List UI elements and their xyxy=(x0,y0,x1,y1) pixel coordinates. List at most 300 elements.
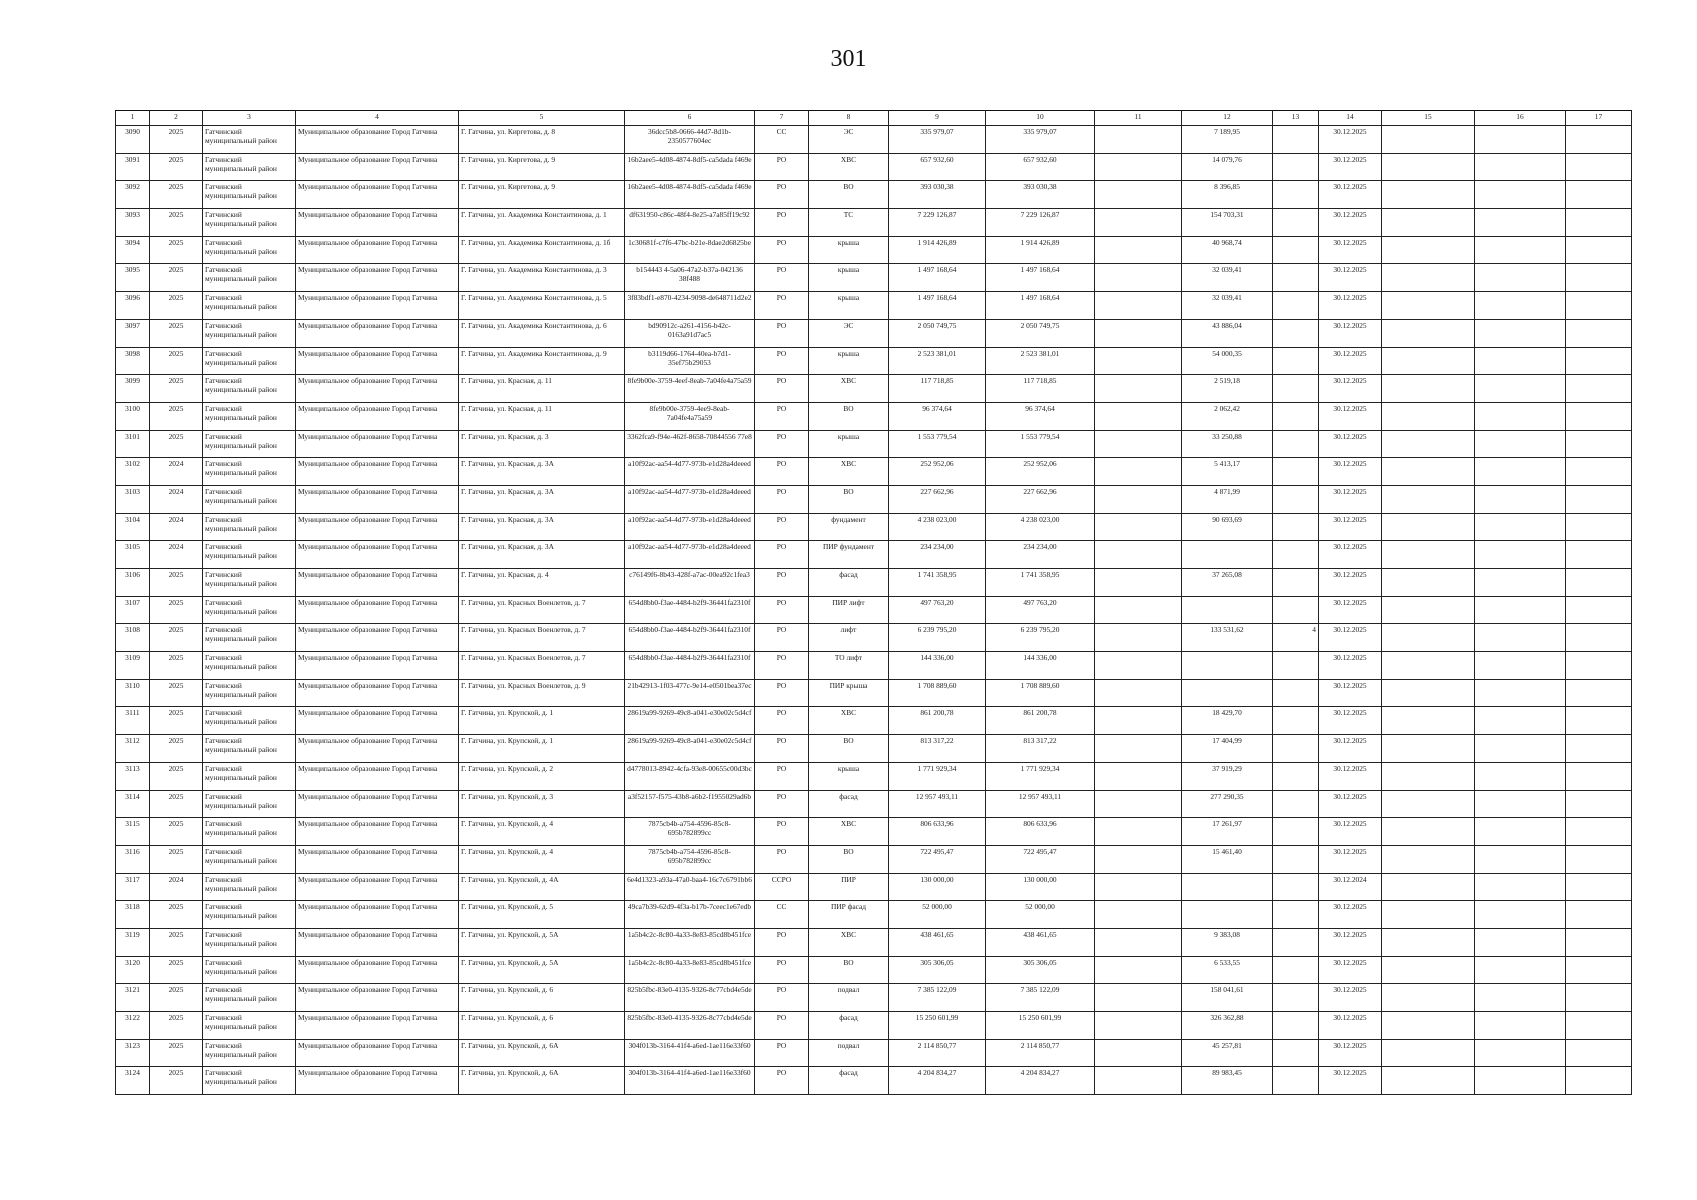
district-cell: Гатчинский муниципальный район xyxy=(203,1012,296,1040)
col17-cell xyxy=(1566,928,1632,956)
row-number: 3099 xyxy=(116,375,150,403)
municipality-cell: Муниципальное образование Город Гатчина xyxy=(296,901,459,929)
col17-cell xyxy=(1566,513,1632,541)
total-cost-cell: 7 229 126,87 xyxy=(889,209,986,237)
year-cell: 2025 xyxy=(150,347,203,375)
table-row xyxy=(116,984,1632,1012)
district-cell: Гатчинский муниципальный район xyxy=(203,873,296,901)
fund-form-cell: РО xyxy=(755,790,809,818)
row-number: 3122 xyxy=(116,1012,150,1040)
deadline-cell: 30.12.2025 xyxy=(1319,402,1382,430)
house-guid-cell: 6e4d1323-a93a-47a0-baa4-16c7c6791bb6 xyxy=(625,873,755,901)
col11-cell xyxy=(1095,735,1182,763)
col11-cell xyxy=(1095,652,1182,680)
municipality-cell: Муниципальное образование Город Гатчина xyxy=(296,569,459,597)
col16-cell xyxy=(1475,375,1566,403)
col13-cell xyxy=(1273,596,1319,624)
col15-cell xyxy=(1382,956,1475,984)
col13-cell xyxy=(1273,375,1319,403)
col17-cell xyxy=(1566,624,1632,652)
table-row xyxy=(116,541,1632,569)
col12-cell: 2 519,18 xyxy=(1182,375,1273,403)
row-number: 3093 xyxy=(116,209,150,237)
district-cell: Гатчинский муниципальный район xyxy=(203,956,296,984)
work-type-cell: ВО xyxy=(809,956,889,984)
table-row xyxy=(116,485,1632,513)
fund-form-cell: РО xyxy=(755,153,809,181)
col12-cell: 89 983,45 xyxy=(1182,1067,1273,1095)
total-cost-cell: 335 979,07 xyxy=(889,126,986,154)
district-cell: Гатчинский муниципальный район xyxy=(203,984,296,1012)
house-guid-cell: 28619a99-9269-49c8-a041-e30e02c5d4cf xyxy=(625,735,755,763)
col15-cell xyxy=(1382,181,1475,209)
municipality-cell: Муниципальное образование Город Гатчина xyxy=(296,984,459,1012)
row-number: 3091 xyxy=(116,153,150,181)
col12-cell: 6 533,55 xyxy=(1182,956,1273,984)
district-cell: Гатчинский муниципальный район xyxy=(203,707,296,735)
house-guid-cell: 7875cb4b-a754-4596-85c8-695b782899cc xyxy=(625,845,755,873)
fund-form-cell: РО xyxy=(755,624,809,652)
col13-cell xyxy=(1273,818,1319,846)
deadline-cell: 30.12.2025 xyxy=(1319,1012,1382,1040)
deadline-cell: 30.12.2025 xyxy=(1319,569,1382,597)
district-cell: Гатчинский муниципальный район xyxy=(203,928,296,956)
column-header-15: 15 xyxy=(1382,111,1475,126)
work-type-cell: ЭС xyxy=(809,126,889,154)
year-cell: 2025 xyxy=(150,126,203,154)
col11-cell xyxy=(1095,292,1182,320)
deadline-cell: 30.12.2025 xyxy=(1319,485,1382,513)
fund-form-cell: РО xyxy=(755,818,809,846)
address-cell: Г. Гатчина, ул. Крупской, д. 6 xyxy=(459,984,625,1012)
work-type-cell: ХВС xyxy=(809,458,889,486)
year-cell: 2025 xyxy=(150,430,203,458)
house-guid-cell: 825b5fbc-83e0-4135-9326-8c77cbd4e5de xyxy=(625,1012,755,1040)
row-number: 3105 xyxy=(116,541,150,569)
col13-cell xyxy=(1273,928,1319,956)
row-number: 3097 xyxy=(116,319,150,347)
col13-cell xyxy=(1273,458,1319,486)
work-type-cell: крыша xyxy=(809,430,889,458)
district-cell: Гатчинский муниципальный район xyxy=(203,624,296,652)
col15-cell xyxy=(1382,347,1475,375)
deadline-cell: 30.12.2025 xyxy=(1319,984,1382,1012)
fund-form-cell: РО xyxy=(755,541,809,569)
col17-cell xyxy=(1566,984,1632,1012)
col13-cell xyxy=(1273,181,1319,209)
house-guid-cell: 1a5b4c2c-8c80-4a33-8e83-85cd8b451fce xyxy=(625,956,755,984)
district-cell: Гатчинский муниципальный район xyxy=(203,1067,296,1095)
column-header-14: 14 xyxy=(1319,111,1382,126)
municipality-cell: Муниципальное образование Город Гатчина xyxy=(296,513,459,541)
col11-cell xyxy=(1095,984,1182,1012)
col16-cell xyxy=(1475,485,1566,513)
col11-cell xyxy=(1095,126,1182,154)
work-type-cell: ХВС xyxy=(809,928,889,956)
fund-form-cell: РО xyxy=(755,596,809,624)
cost-cell: 1 771 929,34 xyxy=(986,762,1095,790)
year-cell: 2025 xyxy=(150,596,203,624)
col12-cell: 18 429,70 xyxy=(1182,707,1273,735)
total-cost-cell: 497 763,20 xyxy=(889,596,986,624)
table-row xyxy=(116,153,1632,181)
col16-cell xyxy=(1475,181,1566,209)
col12-cell: 133 531,62 xyxy=(1182,624,1273,652)
col17-cell xyxy=(1566,845,1632,873)
col17-cell xyxy=(1566,347,1632,375)
col16-cell xyxy=(1475,126,1566,154)
col11-cell xyxy=(1095,402,1182,430)
cost-cell: 806 633,96 xyxy=(986,818,1095,846)
cost-cell: 52 000,00 xyxy=(986,901,1095,929)
col11-cell xyxy=(1095,707,1182,735)
deadline-cell: 30.12.2025 xyxy=(1319,209,1382,237)
year-cell: 2025 xyxy=(150,901,203,929)
col15-cell xyxy=(1382,319,1475,347)
col11-cell xyxy=(1095,319,1182,347)
col17-cell xyxy=(1566,762,1632,790)
year-cell: 2025 xyxy=(150,956,203,984)
work-type-cell: ЭС xyxy=(809,319,889,347)
district-cell: Гатчинский муниципальный район xyxy=(203,347,296,375)
fund-form-cell: РО xyxy=(755,236,809,264)
municipality-cell: Муниципальное образование Город Гатчина xyxy=(296,458,459,486)
column-header-4: 4 xyxy=(296,111,459,126)
col17-cell xyxy=(1566,652,1632,680)
col15-cell xyxy=(1382,264,1475,292)
district-cell: Гатчинский муниципальный район xyxy=(203,901,296,929)
house-guid-cell: 8fe9b00e-3759-4eef-8eab-7a04fe4a75a59 xyxy=(625,375,755,403)
work-type-cell: крыша xyxy=(809,264,889,292)
col15-cell xyxy=(1382,624,1475,652)
address-cell: Г. Гатчина, ул. Академика Константинова, д. 3 xyxy=(459,264,625,292)
work-type-cell: ПИР фундамент xyxy=(809,541,889,569)
col16-cell xyxy=(1475,1067,1566,1095)
col15-cell xyxy=(1382,513,1475,541)
address-cell: Г. Гатчина, ул. Академика Константинова, д. 9 xyxy=(459,347,625,375)
cost-cell: 2 523 381,01 xyxy=(986,347,1095,375)
col12-cell xyxy=(1182,873,1273,901)
col17-cell xyxy=(1566,735,1632,763)
total-cost-cell: 722 495,47 xyxy=(889,845,986,873)
col16-cell xyxy=(1475,818,1566,846)
fund-form-cell: РО xyxy=(755,319,809,347)
col13-cell xyxy=(1273,347,1319,375)
table-row xyxy=(116,347,1632,375)
col13-cell xyxy=(1273,513,1319,541)
year-cell: 2024 xyxy=(150,458,203,486)
col13-cell xyxy=(1273,264,1319,292)
col15-cell xyxy=(1382,735,1475,763)
cost-cell: 722 495,47 xyxy=(986,845,1095,873)
district-cell: Гатчинский муниципальный район xyxy=(203,818,296,846)
col15-cell xyxy=(1382,873,1475,901)
deadline-cell: 30.12.2025 xyxy=(1319,735,1382,763)
row-number: 3109 xyxy=(116,652,150,680)
address-cell: Г. Гатчина, ул. Красная, д. 3А xyxy=(459,458,625,486)
district-cell: Гатчинский муниципальный район xyxy=(203,845,296,873)
fund-form-cell: РО xyxy=(755,928,809,956)
municipality-cell: Муниципальное образование Город Гатчина xyxy=(296,596,459,624)
year-cell: 2025 xyxy=(150,679,203,707)
municipality-cell: Муниципальное образование Город Гатчина xyxy=(296,541,459,569)
col17-cell xyxy=(1566,319,1632,347)
address-cell: Г. Гатчина, ул. Академика Константинова, д. 5 xyxy=(459,292,625,320)
col13-cell xyxy=(1273,873,1319,901)
col12-cell: 43 886,04 xyxy=(1182,319,1273,347)
house-guid-cell: 3362fca9-f94e-462f-8658-70844556 77e8 xyxy=(625,430,755,458)
col11-cell xyxy=(1095,873,1182,901)
total-cost-cell: 234 234,00 xyxy=(889,541,986,569)
address-cell: Г. Гатчина, ул. Крупской, д. 1 xyxy=(459,707,625,735)
col17-cell xyxy=(1566,707,1632,735)
col13-cell xyxy=(1273,762,1319,790)
col13-cell xyxy=(1273,236,1319,264)
col15-cell xyxy=(1382,679,1475,707)
column-header-10: 10 xyxy=(986,111,1095,126)
col13-cell xyxy=(1273,209,1319,237)
work-type-cell: крыша xyxy=(809,292,889,320)
col11-cell xyxy=(1095,818,1182,846)
house-guid-cell: 3f83bdf1-e870-4234-9098-de648711d2e2 xyxy=(625,292,755,320)
address-cell: Г. Гатчина, ул. Академика Константинова, д. 1 xyxy=(459,209,625,237)
municipality-cell: Муниципальное образование Город Гатчина xyxy=(296,735,459,763)
house-guid-cell: 49ca7b39-62d9-4f3a-b17b-7ceec1e67edb xyxy=(625,901,755,929)
fund-form-cell: РО xyxy=(755,181,809,209)
cost-cell: 393 030,38 xyxy=(986,181,1095,209)
fund-form-cell: РО xyxy=(755,1012,809,1040)
address-cell: Г. Гатчина, ул. Крупской, д. 5 xyxy=(459,901,625,929)
fund-form-cell: РО xyxy=(755,375,809,403)
table-row xyxy=(116,126,1632,154)
deadline-cell: 30.12.2025 xyxy=(1319,845,1382,873)
col12-cell: 277 290,35 xyxy=(1182,790,1273,818)
fund-form-cell: РО xyxy=(755,956,809,984)
fund-form-cell: РО xyxy=(755,679,809,707)
cost-cell: 7 229 126,87 xyxy=(986,209,1095,237)
year-cell: 2025 xyxy=(150,569,203,597)
col15-cell xyxy=(1382,928,1475,956)
year-cell: 2025 xyxy=(150,264,203,292)
address-cell: Г. Гатчина, ул. Крупской, д. 6А xyxy=(459,1039,625,1067)
col15-cell xyxy=(1382,569,1475,597)
column-header-3: 3 xyxy=(203,111,296,126)
cost-cell: 1 708 889,60 xyxy=(986,679,1095,707)
cost-cell: 1 497 168,64 xyxy=(986,264,1095,292)
col12-cell: 37 919,29 xyxy=(1182,762,1273,790)
fund-form-cell: СС xyxy=(755,126,809,154)
address-cell: Г. Гатчина, ул. Крупской, д. 6 xyxy=(459,1012,625,1040)
col11-cell xyxy=(1095,458,1182,486)
column-header-7: 7 xyxy=(755,111,809,126)
year-cell: 2024 xyxy=(150,873,203,901)
deadline-cell: 30.12.2025 xyxy=(1319,153,1382,181)
col13-cell: 4 xyxy=(1273,624,1319,652)
district-cell: Гатчинский муниципальный район xyxy=(203,1039,296,1067)
col16-cell xyxy=(1475,596,1566,624)
col16-cell xyxy=(1475,569,1566,597)
district-cell: Гатчинский муниципальный район xyxy=(203,181,296,209)
year-cell: 2024 xyxy=(150,513,203,541)
municipality-cell: Муниципальное образование Город Гатчина xyxy=(296,402,459,430)
district-cell: Гатчинский муниципальный район xyxy=(203,679,296,707)
row-number: 3103 xyxy=(116,485,150,513)
table-row xyxy=(116,402,1632,430)
work-type-cell: ТС xyxy=(809,209,889,237)
year-cell: 2024 xyxy=(150,485,203,513)
fund-form-cell: РО xyxy=(755,430,809,458)
district-cell: Гатчинский муниципальный район xyxy=(203,126,296,154)
row-number: 3116 xyxy=(116,845,150,873)
col16-cell xyxy=(1475,956,1566,984)
district-cell: Гатчинский муниципальный район xyxy=(203,375,296,403)
col17-cell xyxy=(1566,1012,1632,1040)
table-row xyxy=(116,956,1632,984)
cost-cell: 1 553 779,54 xyxy=(986,430,1095,458)
col17-cell xyxy=(1566,1039,1632,1067)
table-row xyxy=(116,873,1632,901)
col16-cell xyxy=(1475,430,1566,458)
cost-cell: 2 114 850,77 xyxy=(986,1039,1095,1067)
district-cell: Гатчинский муниципальный район xyxy=(203,209,296,237)
col16-cell xyxy=(1475,845,1566,873)
year-cell: 2025 xyxy=(150,845,203,873)
cost-cell: 438 461,65 xyxy=(986,928,1095,956)
row-number: 3118 xyxy=(116,901,150,929)
col12-cell xyxy=(1182,541,1273,569)
col15-cell xyxy=(1382,707,1475,735)
cost-cell: 4 238 023,00 xyxy=(986,513,1095,541)
col12-cell: 7 189,95 xyxy=(1182,126,1273,154)
cost-cell: 227 662,96 xyxy=(986,485,1095,513)
col11-cell xyxy=(1095,430,1182,458)
column-header-17: 17 xyxy=(1566,111,1632,126)
cost-cell: 335 979,07 xyxy=(986,126,1095,154)
col16-cell xyxy=(1475,402,1566,430)
col17-cell xyxy=(1566,901,1632,929)
row-number: 3107 xyxy=(116,596,150,624)
district-cell: Гатчинский муниципальный район xyxy=(203,264,296,292)
column-header-16: 16 xyxy=(1475,111,1566,126)
deadline-cell: 30.12.2025 xyxy=(1319,375,1382,403)
cost-cell: 234 234,00 xyxy=(986,541,1095,569)
col13-cell xyxy=(1273,707,1319,735)
deadline-cell: 30.12.2025 xyxy=(1319,596,1382,624)
col11-cell xyxy=(1095,928,1182,956)
deadline-cell: 30.12.2025 xyxy=(1319,181,1382,209)
address-cell: Г. Гатчина, ул. Крупской, д. 2 xyxy=(459,762,625,790)
house-guid-cell: df631950-c86c-48f4-8e25-a7a85ff19c92 xyxy=(625,209,755,237)
total-cost-cell: 96 374,64 xyxy=(889,402,986,430)
col11-cell xyxy=(1095,569,1182,597)
work-type-cell: лифт xyxy=(809,624,889,652)
row-number: 3113 xyxy=(116,762,150,790)
col11-cell xyxy=(1095,1039,1182,1067)
col17-cell xyxy=(1566,1067,1632,1095)
col16-cell xyxy=(1475,707,1566,735)
work-type-cell: ХВС xyxy=(809,153,889,181)
municipality-cell: Муниципальное образование Город Гатчина xyxy=(296,652,459,680)
work-type-cell: подвал xyxy=(809,1039,889,1067)
fund-form-cell: РО xyxy=(755,984,809,1012)
column-header-1: 1 xyxy=(116,111,150,126)
col11-cell xyxy=(1095,901,1182,929)
total-cost-cell: 6 239 795,20 xyxy=(889,624,986,652)
address-cell: Г. Гатчина, ул. Киргетова, д. 8 xyxy=(459,126,625,154)
address-cell: Г. Гатчина, ул. Красная, д. 3 xyxy=(459,430,625,458)
work-type-cell: ВО xyxy=(809,485,889,513)
house-guid-cell: d4778013-8942-4cfa-93e8-00655c00d3bc xyxy=(625,762,755,790)
deadline-cell: 30.12.2025 xyxy=(1319,292,1382,320)
col15-cell xyxy=(1382,402,1475,430)
total-cost-cell: 12 957 493,11 xyxy=(889,790,986,818)
col17-cell xyxy=(1566,596,1632,624)
district-cell: Гатчинский муниципальный район xyxy=(203,292,296,320)
col16-cell xyxy=(1475,762,1566,790)
column-header-6: 6 xyxy=(625,111,755,126)
col15-cell xyxy=(1382,430,1475,458)
house-guid-cell: 21b42913-1f03-477c-9e14-e0501bea37ec xyxy=(625,679,755,707)
col16-cell xyxy=(1475,347,1566,375)
col16-cell xyxy=(1475,928,1566,956)
col12-cell: 15 461,40 xyxy=(1182,845,1273,873)
table-row xyxy=(116,901,1632,929)
cost-cell: 252 952,06 xyxy=(986,458,1095,486)
col17-cell xyxy=(1566,430,1632,458)
fund-form-cell: РО xyxy=(755,513,809,541)
work-type-cell: ТО лифт xyxy=(809,652,889,680)
cost-cell: 15 250 601,99 xyxy=(986,1012,1095,1040)
col15-cell xyxy=(1382,541,1475,569)
col13-cell xyxy=(1273,984,1319,1012)
col11-cell xyxy=(1095,1067,1182,1095)
col17-cell xyxy=(1566,292,1632,320)
address-cell: Г. Гатчина, ул. Красных Военлетов, д. 7 xyxy=(459,596,625,624)
deadline-cell: 30.12.2024 xyxy=(1319,873,1382,901)
work-type-cell: ХВС xyxy=(809,375,889,403)
col15-cell xyxy=(1382,901,1475,929)
deadline-cell: 30.12.2025 xyxy=(1319,624,1382,652)
col17-cell xyxy=(1566,873,1632,901)
col13-cell xyxy=(1273,485,1319,513)
table-row xyxy=(116,624,1632,652)
municipality-cell: Муниципальное образование Город Гатчина xyxy=(296,845,459,873)
district-cell: Гатчинский муниципальный район xyxy=(203,513,296,541)
municipality-cell: Муниципальное образование Город Гатчина xyxy=(296,264,459,292)
municipality-cell: Муниципальное образование Город Гатчина xyxy=(296,430,459,458)
municipality-cell: Муниципальное образование Город Гатчина xyxy=(296,347,459,375)
col15-cell xyxy=(1382,153,1475,181)
row-number: 3098 xyxy=(116,347,150,375)
total-cost-cell: 1 914 426,89 xyxy=(889,236,986,264)
work-type-cell: фасад xyxy=(809,1012,889,1040)
work-type-cell: фасад xyxy=(809,1067,889,1095)
municipality-cell: Муниципальное образование Город Гатчина xyxy=(296,1039,459,1067)
col12-cell: 40 968,74 xyxy=(1182,236,1273,264)
col15-cell xyxy=(1382,292,1475,320)
year-cell: 2025 xyxy=(150,236,203,264)
col11-cell xyxy=(1095,956,1182,984)
address-cell: Г. Гатчина, ул. Крупской, д. 4 xyxy=(459,845,625,873)
col16-cell xyxy=(1475,735,1566,763)
cost-cell: 7 385 122,09 xyxy=(986,984,1095,1012)
house-guid-cell: 28619a99-9269-49c8-a041-e30e02c5d4cf xyxy=(625,707,755,735)
fund-form-cell: ССРО xyxy=(755,873,809,901)
work-type-cell: ПИР xyxy=(809,873,889,901)
municipality-cell: Муниципальное образование Город Гатчина xyxy=(296,375,459,403)
district-cell: Гатчинский муниципальный район xyxy=(203,485,296,513)
col16-cell xyxy=(1475,541,1566,569)
